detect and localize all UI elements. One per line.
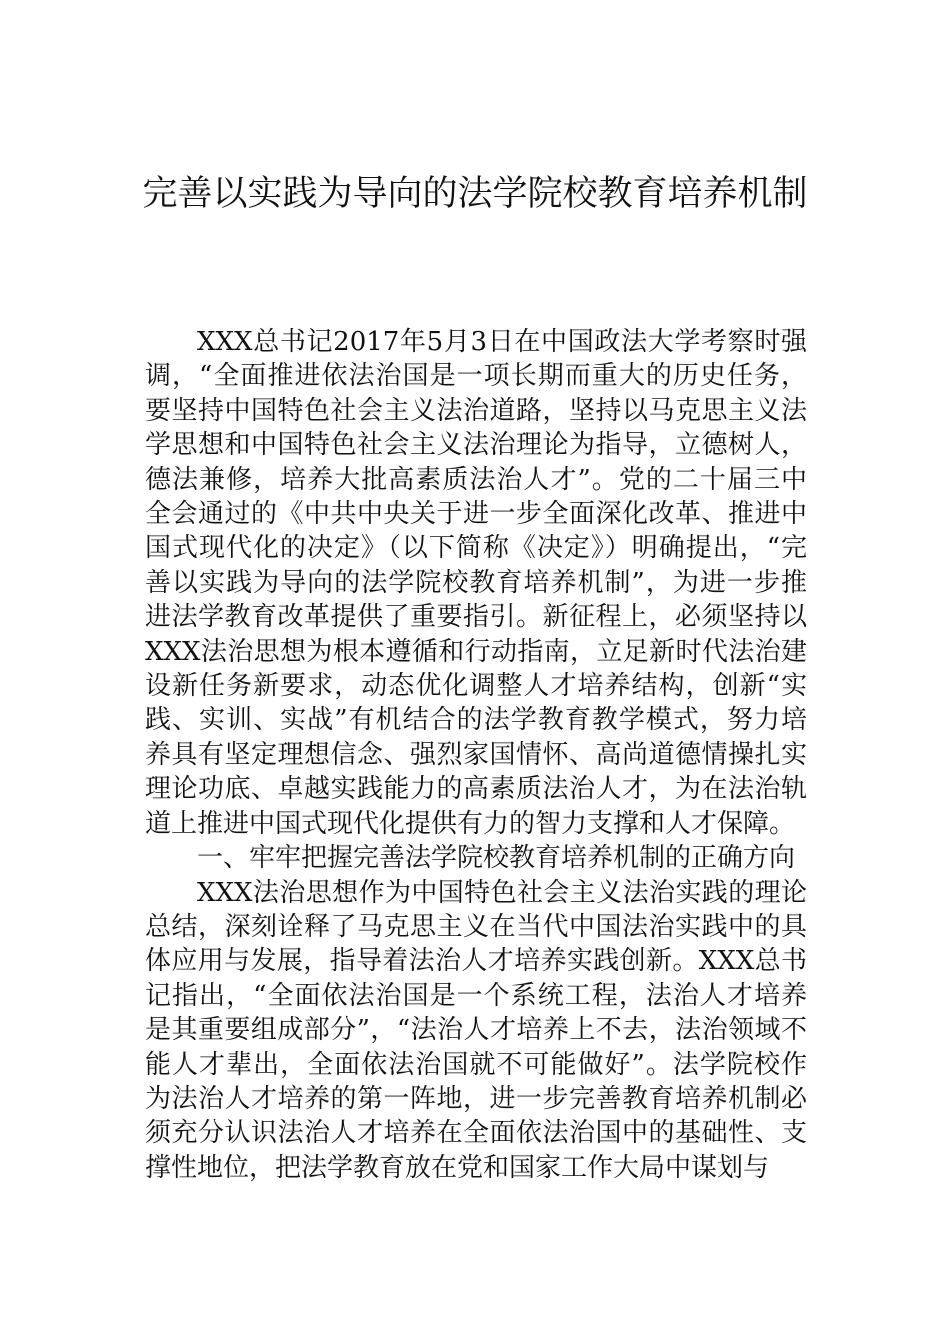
paragraph-section-1: XXX法治思想作为中国特色社会主义法治实践的理论总结，深刻诠释了马克思主义在当代中国法治实践中的具体应用与发展，指导着法治人才培养实践创新。XXX总书记指出，“全面依法治国是一个系统工程，法治人才培养是其重要组成部分”，“法治人才培养上不去，法治领域不能人才辈出，全面依法治国就不可能做好”。法学院校作为法治人才培养的第一阵地，进一步完善教育培养机制必须充分认识法治人才培养在全面依法治国中的基础性、支撑性地位，把法学教育放在党和国家工作大局中谋划与 xyxy=(145,877,807,1183)
document-body xyxy=(145,325,807,1185)
document-title: 完善以实践为导向的法学院校教育培养机制 xyxy=(142,174,808,214)
paragraph-intro: XXX总书记2017年5月3日在中国政法大学考察时强调，“全面推进依法治国是一项长期而重大的历史任务，要坚持中国特色社会主义法治道路，坚持以马克思主义法学思想和中国特色社会主义法治理论为指导，立德树人，德法兼修，培养大批高素质法治人才”。党的二十届三中全会通过的《中共中央关于进一步全面深化改革、推进中国式现代化的决定》（以下简称《决定》）明确提出，“完善以实践为导向的法学院校教育培养机制”，为进一步推进法学教育改革提供了重要指引。新征程上，必须坚持以XXX法治思想为根本遵循和行动指南，立足新时代法治建设新任务新要求，动态优化调整人才培养结构，创新“实践、实训、实战”有机结合的法学教育教学模式，努力培养具有坚定理想信念、强烈家国情怀、高尚道德情操扎实理论功底、卓越实践能力的高素质法治人才，为在法治轨道上推进中国式现代化提供有力的智力支撑和人才保障。 xyxy=(145,327,807,839)
section-heading-1: 一、牢牢把握完善法学院校教育培养机制的正确方向 xyxy=(197,843,796,874)
